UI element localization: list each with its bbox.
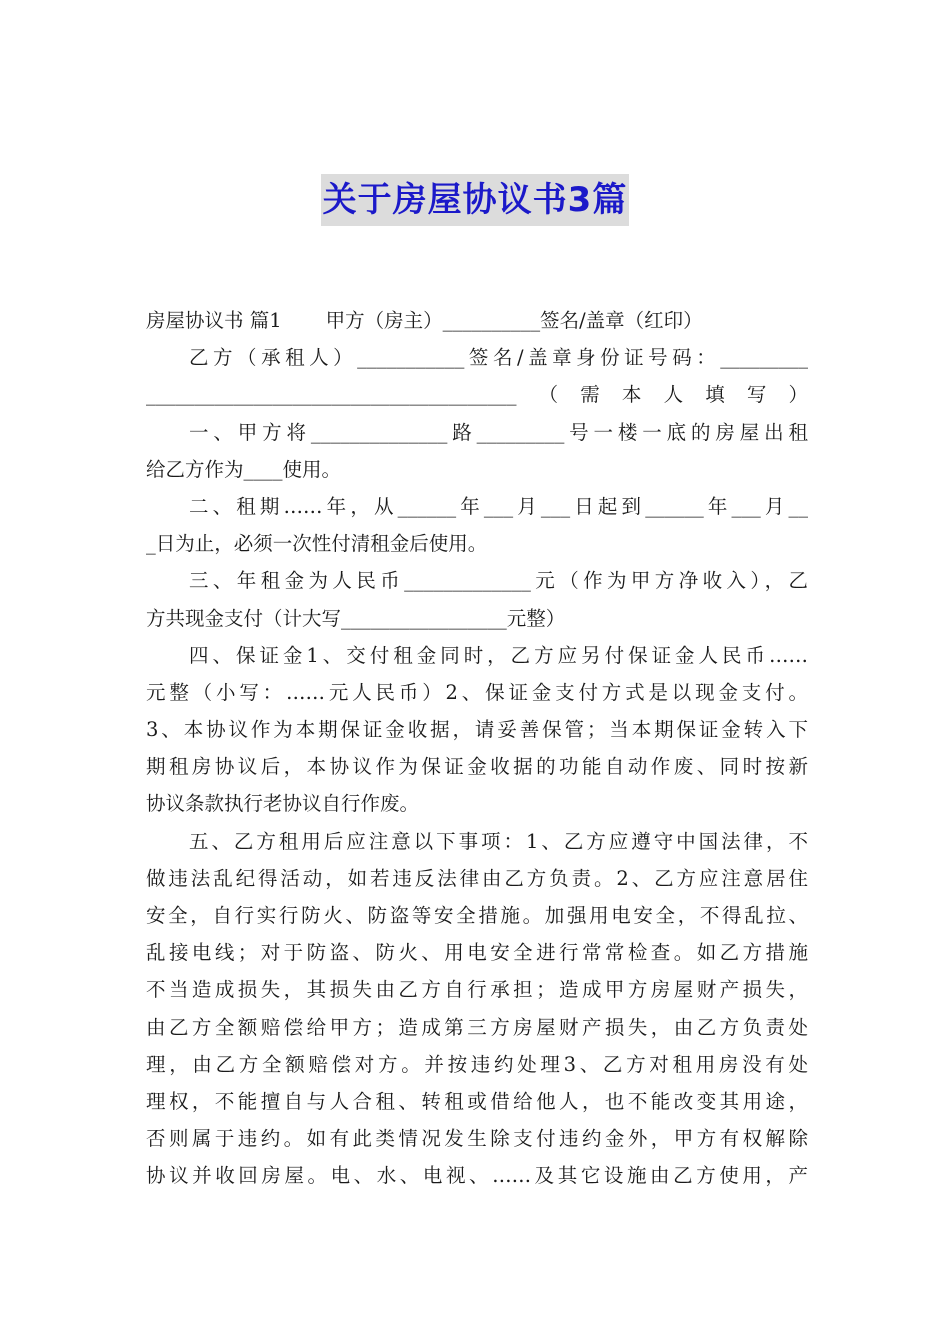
text-line: 给乙方作为____使用。 (146, 457, 342, 481)
text-line: 方共现金支付（计大写_________________元整） (146, 606, 566, 630)
text-line: 三、年租金为人民币_____________元（作为甲方净收入），乙 (189, 569, 808, 593)
text-line: 元整（小写：……元人民币）2、保证金支付方式是以现金支付。 (146, 680, 808, 704)
text-line: 期租房协议后，本协议作为保证金收据的功能自动作废、同时按新 (146, 755, 808, 779)
text-line: _日为止，必须一次性付清租金后使用。 (146, 532, 488, 556)
document-body (146, 302, 808, 1195)
text-line: 做违法乱纪得活动，如若违反法律由乙方负责。2、乙方应注意居住 (146, 866, 808, 890)
text-line: 一、甲方将______________路_________号一楼一底的房屋出租 (189, 420, 808, 444)
text-line: 理，由乙方全额赔偿对方。并按违约处理3、乙方对租用房没有处 (146, 1052, 808, 1076)
document-title: 关于房屋协议书3篇 (321, 174, 630, 226)
text-line: 四、保证金1、交付租金同时，乙方应另付保证金人民币…… (189, 643, 808, 667)
text-line: 不当造成损失，其损失由乙方自行承担；造成甲方房屋财产损失， (146, 978, 808, 1002)
text-line: 协议并收回房屋。电、水、电视、……及其它设施由乙方使用，产 (146, 1164, 808, 1188)
text-line: 否则属于违约。如有此类情况发生除支付违约金外，甲方有权解除 (146, 1127, 808, 1151)
title-block (0, 174, 950, 226)
text-line: 乱接电线；对于防盗、防火、用电安全进行常常检查。如乙方措施 (146, 941, 808, 965)
text-line: 协议条款执行老协议自行作废。 (146, 792, 420, 816)
text-line: 理权，不能擅自与人合租、转租或借给他人，也不能改变其用途， (146, 1089, 808, 1113)
text-line: 五、乙方租用后应注意以下事项：1、乙方应遵守中国法律，不 (189, 829, 808, 853)
section-label: 房屋协议书 篇1 (146, 309, 282, 332)
text-line (146, 302, 808, 339)
text-line: 安全，自行实行防火、防盗等安全措施。加强用电安全，不得乱拉、 (146, 904, 808, 927)
text-line: 3、本协议作为本期保证金收据，请妥善保管；当本期保证金转入下 (146, 718, 808, 742)
text-line: 由乙方全额赔偿给甲方；造成第三方房屋财产损失，由乙方负责处 (146, 1015, 808, 1039)
text-line: ______________________________________（需本人填写） (146, 383, 808, 407)
text-line: 二、租期……年，从______年___月___日起到______年___月__ (189, 494, 808, 518)
text-line: 乙方（承租人）___________签名/盖章身份证号码：_________ (189, 346, 808, 370)
party-a-line: 甲方（房主）__________签名/盖章（红印） (325, 309, 703, 332)
